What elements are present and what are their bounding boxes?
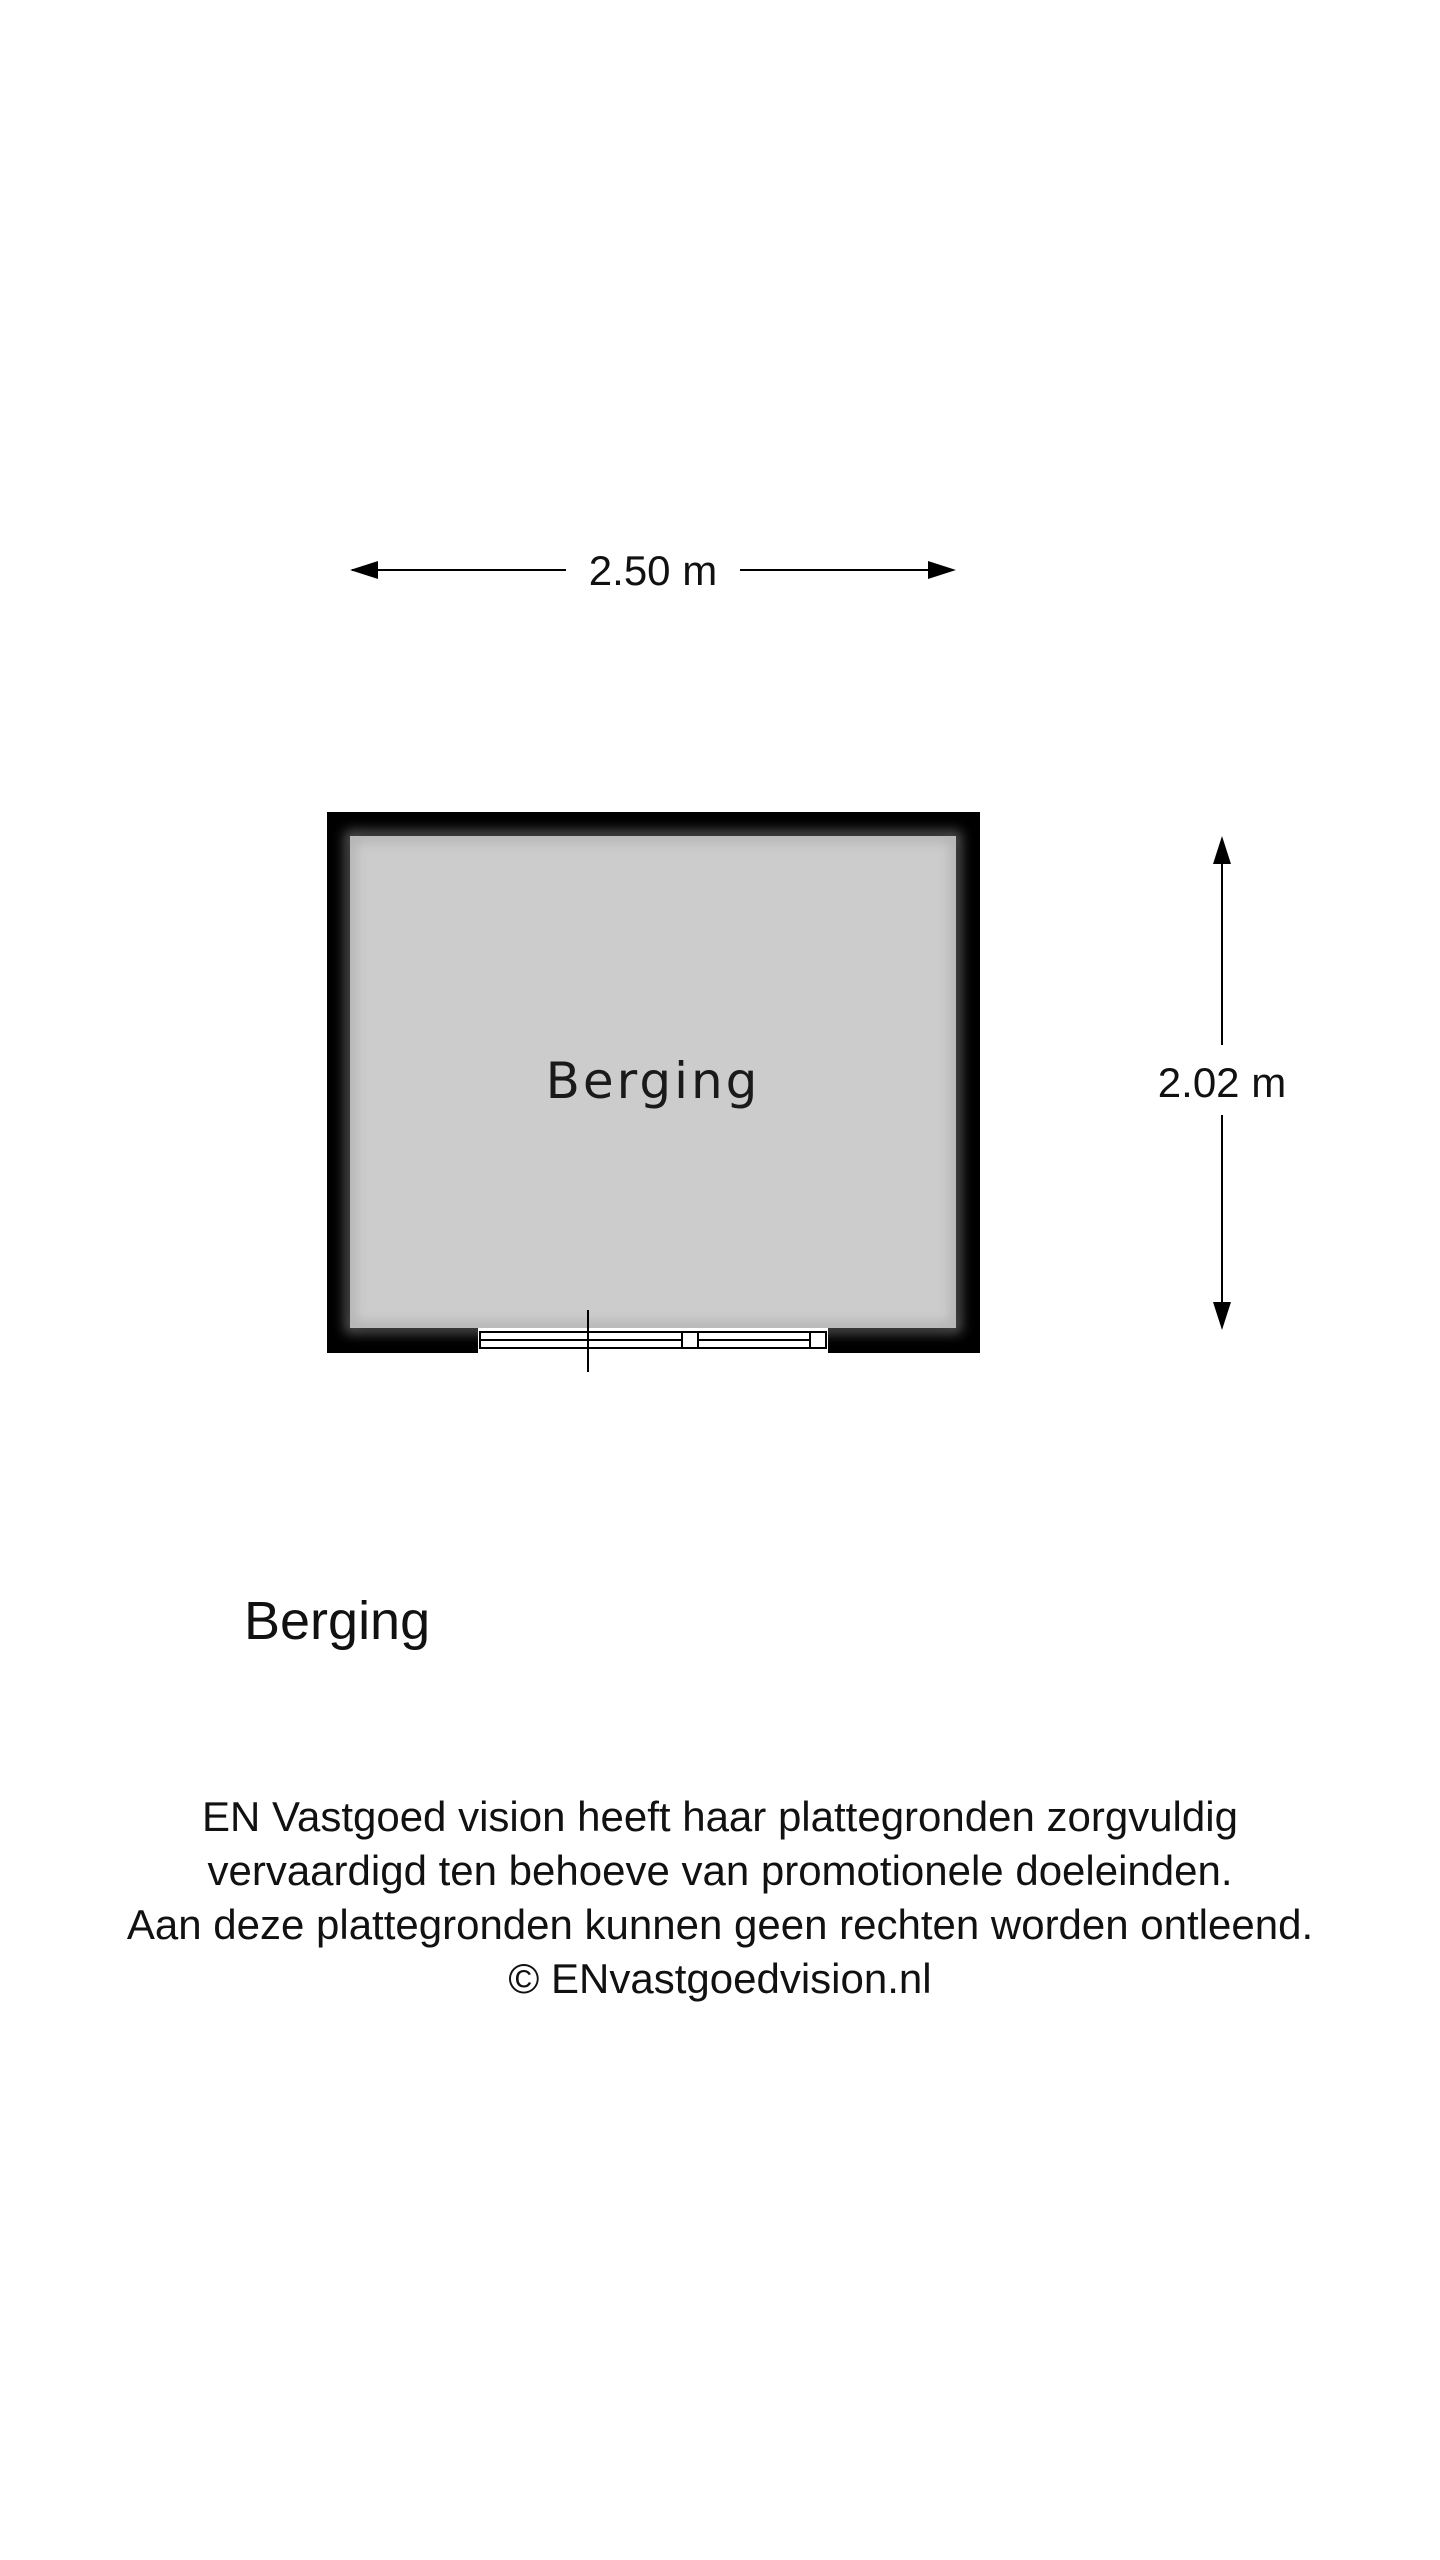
disclaimer-line: EN Vastgoed vision heeft haar plattegronden zorgvuldig [202,1793,1238,1840]
room-label: Berging [545,1052,761,1110]
width-dimension [350,547,956,594]
width-arrow-left-icon [350,561,378,579]
window-end-cap [810,1332,826,1348]
width-arrow-right-icon [928,561,956,579]
height-dimension [1158,836,1286,1330]
height-dimension-label: 2.02 m [1157,1059,1287,1106]
height-arrow-top-icon [1213,836,1231,864]
disclaimer-line: vervaardigd ten behoeve van promotionele doeleinden. [207,1847,1233,1894]
height-arrow-bottom-icon [1213,1302,1231,1330]
disclaimer [0,1790,1440,2006]
width-dimension-label: 2.50 m [588,547,718,594]
room-berging [327,812,980,1372]
window-mullion [682,1332,698,1348]
disclaimer-line: Aan deze plattegronden kunnen geen rechten worden ontleend. [126,1901,1314,1948]
disclaimer-copyright: © ENvastgoedvision.nl [508,1955,932,2002]
floor-title: Berging [244,1591,431,1651]
